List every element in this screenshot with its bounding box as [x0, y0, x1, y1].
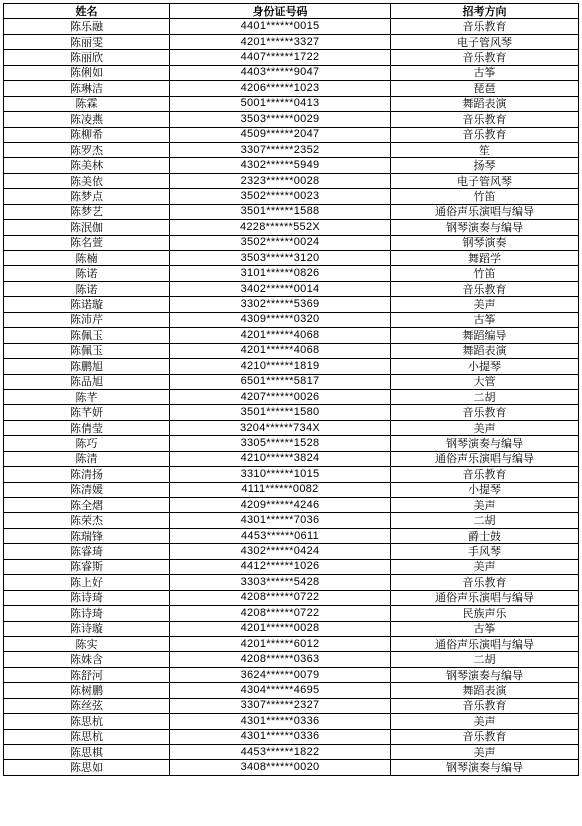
cell-direction: 音乐教育 — [391, 575, 579, 590]
table-row — [4, 204, 579, 219]
cell-id-number: 4201******6012 — [170, 636, 391, 651]
cell-direction: 琵琶 — [391, 81, 579, 96]
cell-id-number: 4509******2047 — [170, 127, 391, 142]
cell-direction: 舞蹈编导 — [391, 328, 579, 343]
cell-direction: 美声 — [391, 559, 579, 574]
cell-id-number: 3624******0079 — [170, 667, 391, 682]
cell-id-number: 4209******4246 — [170, 498, 391, 513]
table-row — [4, 590, 579, 605]
cell-id-number: 4206******1023 — [170, 81, 391, 96]
cell-direction: 通俗声乐演唱与编导 — [391, 204, 579, 219]
cell-name: 陈诺 — [4, 281, 170, 296]
table-row — [4, 745, 579, 760]
cell-name: 陈诗璇 — [4, 621, 170, 636]
cell-name: 陈树鹏 — [4, 683, 170, 698]
table-row — [4, 281, 579, 296]
cell-name: 陈思如 — [4, 760, 170, 775]
table-row — [4, 112, 579, 127]
cell-name: 陈罗杰 — [4, 142, 170, 157]
cell-name: 陈舒河 — [4, 667, 170, 682]
cell-id-number: 3101******0826 — [170, 266, 391, 281]
table-row — [4, 251, 579, 266]
table-row — [4, 760, 579, 775]
table-row — [4, 297, 579, 312]
table-row — [4, 235, 579, 250]
cell-id-number: 3204******734X — [170, 420, 391, 435]
cell-name: 陈诺璇 — [4, 297, 170, 312]
cell-direction: 钢琴演奏与编导 — [391, 667, 579, 682]
cell-name: 陈思杭 — [4, 729, 170, 744]
table-row — [4, 328, 579, 343]
cell-direction: 美声 — [391, 714, 579, 729]
table-row — [4, 451, 579, 466]
cell-id-number: 4210******1819 — [170, 359, 391, 374]
table-row — [4, 714, 579, 729]
cell-direction: 民族声乐 — [391, 606, 579, 621]
cell-name: 陈实 — [4, 636, 170, 651]
table-row — [4, 266, 579, 281]
table-row — [4, 34, 579, 49]
cell-name: 陈倩莹 — [4, 420, 170, 435]
table-row — [4, 667, 579, 682]
cell-name: 陈荣杰 — [4, 513, 170, 528]
cell-direction: 音乐教育 — [391, 698, 579, 713]
cell-id-number: 4207******0026 — [170, 389, 391, 404]
cell-id-number: 3302******5369 — [170, 297, 391, 312]
cell-direction: 小提琴 — [391, 359, 579, 374]
table-row — [4, 389, 579, 404]
table-row — [4, 467, 579, 482]
cell-direction: 通俗声乐演唱与编导 — [391, 636, 579, 651]
cell-name: 陈清 — [4, 451, 170, 466]
cell-direction: 电子管风琴 — [391, 34, 579, 49]
cell-direction: 竹笛 — [391, 189, 579, 204]
cell-id-number: 4453******1822 — [170, 745, 391, 760]
cell-direction: 美声 — [391, 498, 579, 513]
cell-id-number: 4302******5949 — [170, 158, 391, 173]
cell-id-number: 3408******0020 — [170, 760, 391, 775]
table-row — [4, 636, 579, 651]
cell-direction: 音乐教育 — [391, 127, 579, 142]
cell-name: 陈丽欣 — [4, 50, 170, 65]
cell-id-number: 3501******1588 — [170, 204, 391, 219]
cell-direction: 舞蹈表演 — [391, 96, 579, 111]
cell-id-number: 4201******0028 — [170, 621, 391, 636]
cell-direction: 钢琴演奏 — [391, 235, 579, 250]
cell-name: 陈佩玉 — [4, 343, 170, 358]
cell-id-number: 3402******0014 — [170, 281, 391, 296]
cell-name: 陈睿斯 — [4, 559, 170, 574]
table-row — [4, 698, 579, 713]
table-row — [4, 50, 579, 65]
table-body — [4, 19, 579, 775]
cell-id-number: 4208******0722 — [170, 590, 391, 605]
cell-direction: 大管 — [391, 374, 579, 389]
cell-id-number: 2323******0028 — [170, 173, 391, 188]
cell-id-number: 4412******1026 — [170, 559, 391, 574]
cell-direction: 音乐教育 — [391, 112, 579, 127]
table-row — [4, 606, 579, 621]
cell-name: 陈琳洁 — [4, 81, 170, 96]
cell-name: 陈清媛 — [4, 482, 170, 497]
table-row — [4, 482, 579, 497]
cell-name: 陈品旭 — [4, 374, 170, 389]
cell-direction: 爵士鼓 — [391, 528, 579, 543]
cell-name: 陈俐如 — [4, 65, 170, 80]
cell-direction: 美声 — [391, 420, 579, 435]
cell-direction: 古筝 — [391, 65, 579, 80]
cell-direction: 古筝 — [391, 621, 579, 636]
table-row — [4, 683, 579, 698]
cell-id-number: 3303******5428 — [170, 575, 391, 590]
cell-id-number: 4208******0722 — [170, 606, 391, 621]
cell-name: 陈巧 — [4, 436, 170, 451]
applicant-table — [3, 3, 579, 776]
cell-id-number: 3307******2327 — [170, 698, 391, 713]
table-row — [4, 544, 579, 559]
cell-name: 陈清扬 — [4, 467, 170, 482]
table-row — [4, 312, 579, 327]
table-row — [4, 405, 579, 420]
cell-name: 陈丽雯 — [4, 34, 170, 49]
cell-name: 陈思杭 — [4, 714, 170, 729]
cell-id-number: 4309******0320 — [170, 312, 391, 327]
cell-name: 陈佩玉 — [4, 328, 170, 343]
cell-id-number: 6501******5817 — [170, 374, 391, 389]
cell-direction: 小提琴 — [391, 482, 579, 497]
table-row — [4, 127, 579, 142]
table-row — [4, 420, 579, 435]
cell-direction: 通俗声乐演唱与编导 — [391, 590, 579, 605]
table-row — [4, 729, 579, 744]
cell-name: 陈姝含 — [4, 652, 170, 667]
cell-id-number: 4201******3327 — [170, 34, 391, 49]
cell-name: 陈沛芹 — [4, 312, 170, 327]
cell-id-number: 3305******1528 — [170, 436, 391, 451]
cell-direction: 舞蹈学 — [391, 251, 579, 266]
cell-name: 陈全熠 — [4, 498, 170, 513]
cell-direction: 舞蹈表演 — [391, 683, 579, 698]
table-row — [4, 158, 579, 173]
table-row — [4, 19, 579, 34]
cell-id-number: 3503******0029 — [170, 112, 391, 127]
cell-name: 陈名萱 — [4, 235, 170, 250]
cell-id-number: 4301******7036 — [170, 513, 391, 528]
table-row — [4, 652, 579, 667]
cell-id-number: 4301******0336 — [170, 729, 391, 744]
cell-id-number: 3307******2352 — [170, 142, 391, 157]
cell-direction: 通俗声乐演唱与编导 — [391, 451, 579, 466]
table-row — [4, 81, 579, 96]
cell-id-number: 4401******0015 — [170, 19, 391, 34]
cell-direction: 钢琴演奏与编导 — [391, 760, 579, 775]
cell-id-number: 4302******0424 — [170, 544, 391, 559]
header-name: 姓名 — [4, 4, 170, 19]
cell-id-number: 4403******9047 — [170, 65, 391, 80]
cell-id-number: 4304******4695 — [170, 683, 391, 698]
table-row — [4, 436, 579, 451]
table-row — [4, 621, 579, 636]
table-row — [4, 575, 579, 590]
header-id-number: 身份证号码 — [170, 4, 391, 19]
cell-id-number: 4407******1722 — [170, 50, 391, 65]
cell-name: 陈楠 — [4, 251, 170, 266]
cell-id-number: 4208******0363 — [170, 652, 391, 667]
cell-name: 陈诺 — [4, 266, 170, 281]
cell-name: 陈诗琦 — [4, 606, 170, 621]
table-row — [4, 374, 579, 389]
cell-name: 陈梦点 — [4, 189, 170, 204]
cell-direction: 音乐教育 — [391, 467, 579, 482]
table-row — [4, 528, 579, 543]
table-row — [4, 343, 579, 358]
cell-id-number: 3310******1015 — [170, 467, 391, 482]
table-row — [4, 96, 579, 111]
cell-direction: 钢琴演奏与编导 — [391, 220, 579, 235]
cell-name: 陈凌燕 — [4, 112, 170, 127]
cell-id-number: 4210******3824 — [170, 451, 391, 466]
cell-name: 陈丝弦 — [4, 698, 170, 713]
cell-id-number: 4201******4068 — [170, 343, 391, 358]
cell-direction: 音乐教育 — [391, 50, 579, 65]
cell-direction: 音乐教育 — [391, 729, 579, 744]
cell-name: 陈芊 — [4, 389, 170, 404]
cell-direction: 音乐教育 — [391, 281, 579, 296]
cell-direction: 竹笛 — [391, 266, 579, 281]
cell-direction: 美声 — [391, 297, 579, 312]
header-row — [4, 4, 579, 19]
cell-direction: 音乐教育 — [391, 19, 579, 34]
cell-direction: 音乐教育 — [391, 405, 579, 420]
cell-name: 陈柳希 — [4, 127, 170, 142]
cell-id-number: 3502******0023 — [170, 189, 391, 204]
cell-name: 陈睿琦 — [4, 544, 170, 559]
cell-id-number: 4228******552X — [170, 220, 391, 235]
cell-name: 陈梦艺 — [4, 204, 170, 219]
cell-id-number: 4111******0082 — [170, 482, 391, 497]
cell-direction: 电子管风琴 — [391, 173, 579, 188]
cell-direction: 笙 — [391, 142, 579, 157]
cell-id-number: 4201******4068 — [170, 328, 391, 343]
table-row — [4, 173, 579, 188]
cell-direction: 二胡 — [391, 389, 579, 404]
cell-direction: 手风琴 — [391, 544, 579, 559]
cell-name: 陈泯伽 — [4, 220, 170, 235]
cell-name: 陈鹏旭 — [4, 359, 170, 374]
table-row — [4, 559, 579, 574]
cell-id-number: 3503******3120 — [170, 251, 391, 266]
cell-name: 陈芊妍 — [4, 405, 170, 420]
cell-name: 陈美依 — [4, 173, 170, 188]
table-row — [4, 142, 579, 157]
table-row — [4, 513, 579, 528]
cell-name: 陈瑞锋 — [4, 528, 170, 543]
cell-direction: 扬琴 — [391, 158, 579, 173]
cell-id-number: 5001******0413 — [170, 96, 391, 111]
cell-id-number: 3502******0024 — [170, 235, 391, 250]
cell-name: 陈上好 — [4, 575, 170, 590]
table-row — [4, 498, 579, 513]
cell-id-number: 4453******0611 — [170, 528, 391, 543]
cell-direction: 古筝 — [391, 312, 579, 327]
cell-name: 陈霖 — [4, 96, 170, 111]
table-row — [4, 220, 579, 235]
cell-name: 陈美林 — [4, 158, 170, 173]
cell-direction: 美声 — [391, 745, 579, 760]
cell-direction: 二胡 — [391, 513, 579, 528]
table-row — [4, 65, 579, 80]
cell-id-number: 4301******0336 — [170, 714, 391, 729]
cell-name: 陈诗琦 — [4, 590, 170, 605]
header-direction: 招考方向 — [391, 4, 579, 19]
cell-direction: 舞蹈表演 — [391, 343, 579, 358]
cell-direction: 二胡 — [391, 652, 579, 667]
cell-name: 陈乐融 — [4, 19, 170, 34]
table-row — [4, 359, 579, 374]
cell-id-number: 3501******1580 — [170, 405, 391, 420]
cell-direction: 钢琴演奏与编导 — [391, 436, 579, 451]
cell-name: 陈思棋 — [4, 745, 170, 760]
table-row — [4, 189, 579, 204]
